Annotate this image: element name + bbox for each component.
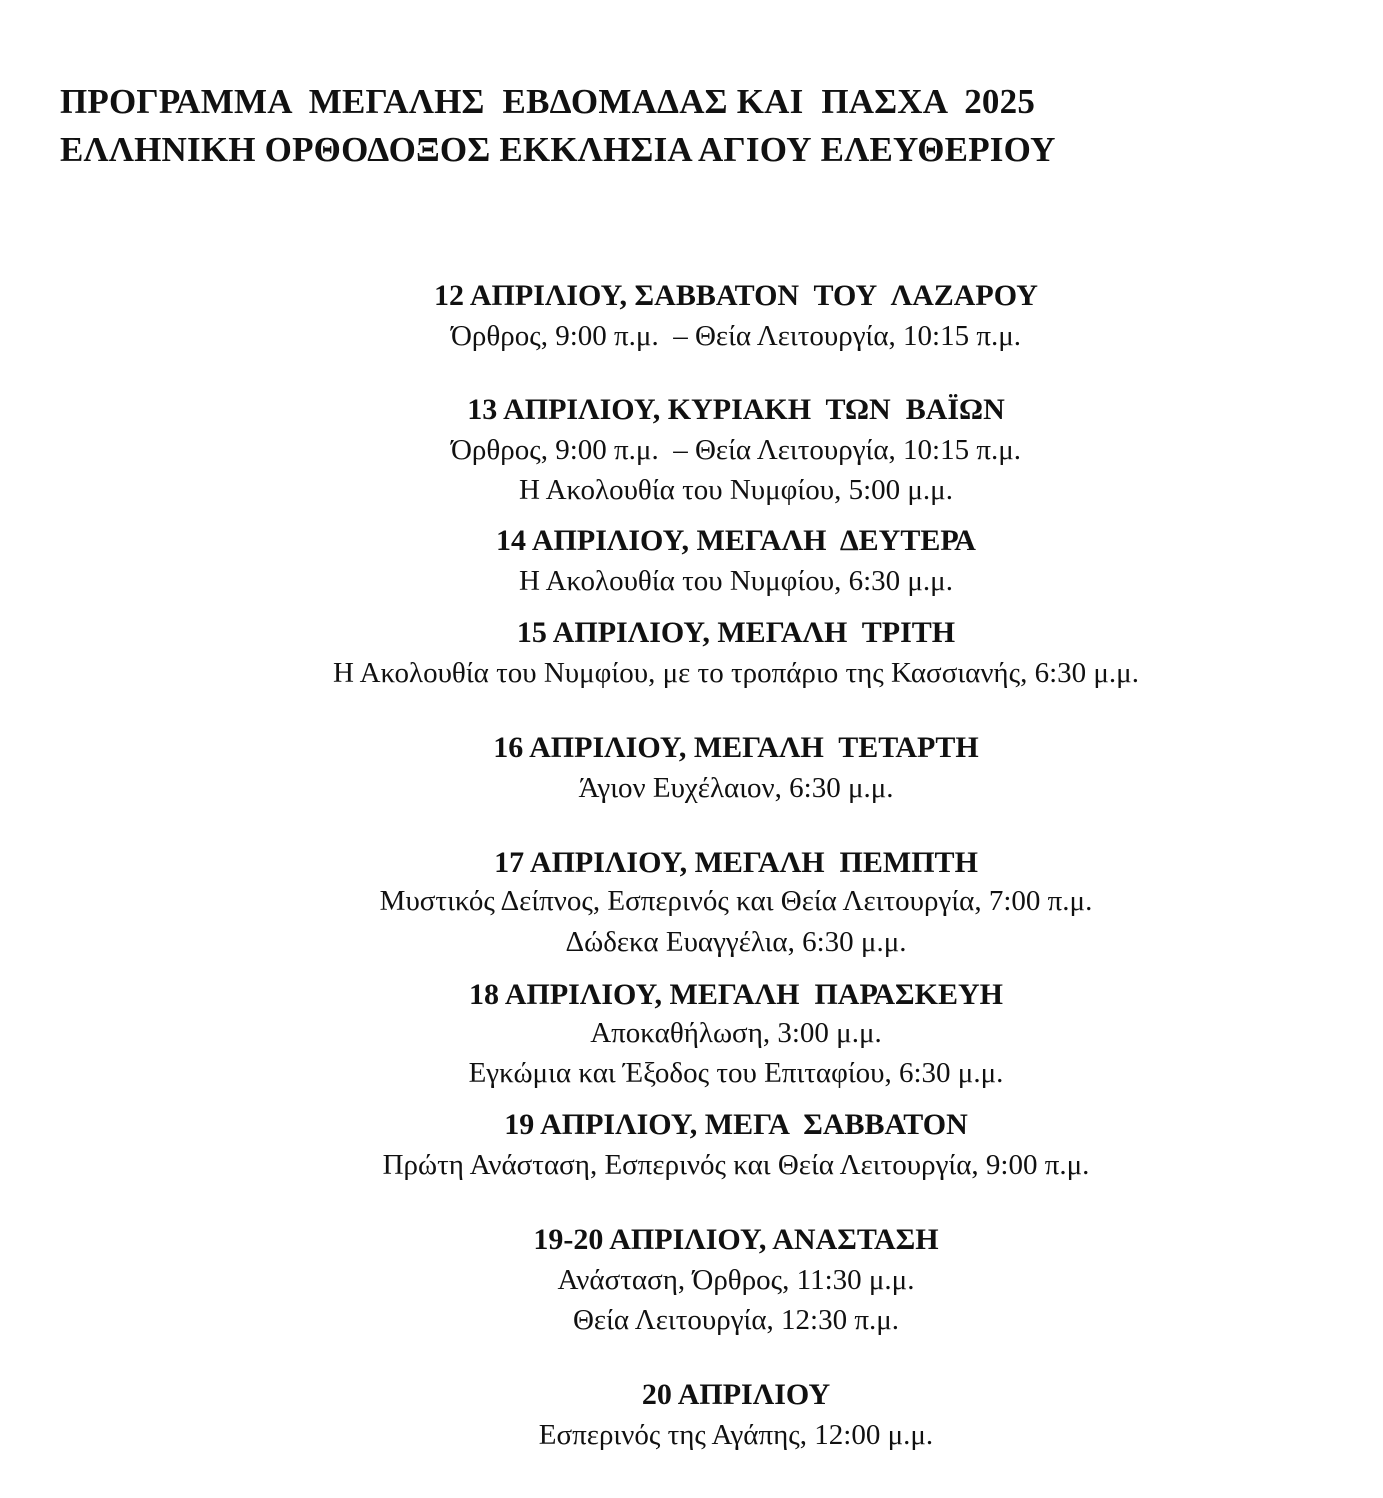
service-line: Αποκαθήλωση, 3:00 μ.μ.: [590, 1017, 882, 1049]
service-line: Άγιον Ευχέλαιον, 6:30 μ.μ.: [578, 772, 894, 804]
service-line: Δώδεκα Ευαγγέλια, 6:30 μ.μ.: [565, 926, 907, 958]
document-title-line-2: ΕΛΛΗΝΙΚΗ ΟΡΘΟΔΟΞΟΣ ΕΚΚΛΗΣΙΑ ΑΓΙΟΥ ΕΛΕΥΘΕΡΙΟΥ: [60, 130, 1056, 169]
service-line: Η Ακολουθία του Νυμφίου, 5:00 μ.μ.: [519, 474, 953, 506]
day-heading: 20 ΑΠΡΙΛΙΟΥ: [641, 1378, 831, 1411]
day-heading: 13 ΑΠΡΙΛΙΟΥ, ΚΥΡΙΑΚΗ ΤΩΝ ΒΑΪΩΝ: [467, 393, 1005, 426]
day-heading: 12 ΑΠΡΙΛΙΟΥ, ΣΑΒΒΑΤΟΝ ΤΟΥ ΛΑΖΑΡΟΥ: [434, 279, 1038, 312]
day-heading: 16 ΑΠΡΙΛΙΟΥ, ΜΕΓΑΛΗ ΤΕΤΑΡΤΗ: [493, 731, 979, 764]
service-line: Η Ακολουθία του Νυμφίου, με το τροπάριο της Κασσιανής, 6:30 μ.μ.: [333, 657, 1139, 689]
service-line: Όρθρος, 9:00 π.μ. – Θεία Λειτουργία, 10:15 π.μ.: [450, 320, 1022, 352]
day-heading: 17 ΑΠΡΙΛΙΟΥ, ΜΕΓΑΛΗ ΠΕΜΠΤΗ: [494, 846, 978, 879]
service-line: Ανάσταση, Όρθρος, 11:30 μ.μ.: [557, 1264, 915, 1296]
document-title-line-1: ΠΡΟΓΡΑΜΜΑ ΜΕΓΑΛΗΣ ΕΒΔΟΜΑΔΑΣ ΚΑΙ ΠΑΣΧΑ 2025: [60, 82, 1036, 121]
day-heading: 14 ΑΠΡΙΛΙΟΥ, ΜΕΓΑΛΗ ΔΕΥΤΕΡΑ: [496, 524, 976, 557]
service-line: Εσπερινός της Αγάπης, 12:00 μ.μ.: [538, 1419, 934, 1451]
day-heading: 19 ΑΠΡΙΛΙΟΥ, ΜΕΓΑ ΣΑΒΒΑΤΟΝ: [504, 1108, 968, 1141]
service-line: Θεία Λειτουργία, 12:30 π.μ.: [572, 1304, 900, 1336]
service-line: Πρώτη Ανάσταση, Εσπερινός και Θεία Λειτουργία, 9:00 π.μ.: [382, 1149, 1090, 1181]
service-line: Εγκώμια και Έξοδος του Επιταφίου, 6:30 μ.μ.: [468, 1057, 1004, 1089]
service-line: Όρθρος, 9:00 π.μ. – Θεία Λειτουργία, 10:15 π.μ.: [450, 434, 1022, 466]
service-line: Η Ακολουθία του Νυμφίου, 6:30 μ.μ.: [519, 565, 953, 597]
day-heading: 15 ΑΠΡΙΛΙΟΥ, ΜΕΓΑΛΗ ΤΡΙΤΗ: [516, 616, 956, 649]
service-line: Μυστικός Δείπνος, Εσπερινός και Θεία Λειτουργία, 7:00 π.μ.: [379, 885, 1093, 917]
day-heading: 18 ΑΠΡΙΛΙΟΥ, ΜΕΓΑΛΗ ΠΑΡΑΣΚΕΥΗ: [468, 978, 1004, 1011]
day-heading: 19-20 ΑΠΡΙΛΙΟΥ, ΑΝΑΣΤΑΣΗ: [533, 1223, 939, 1256]
